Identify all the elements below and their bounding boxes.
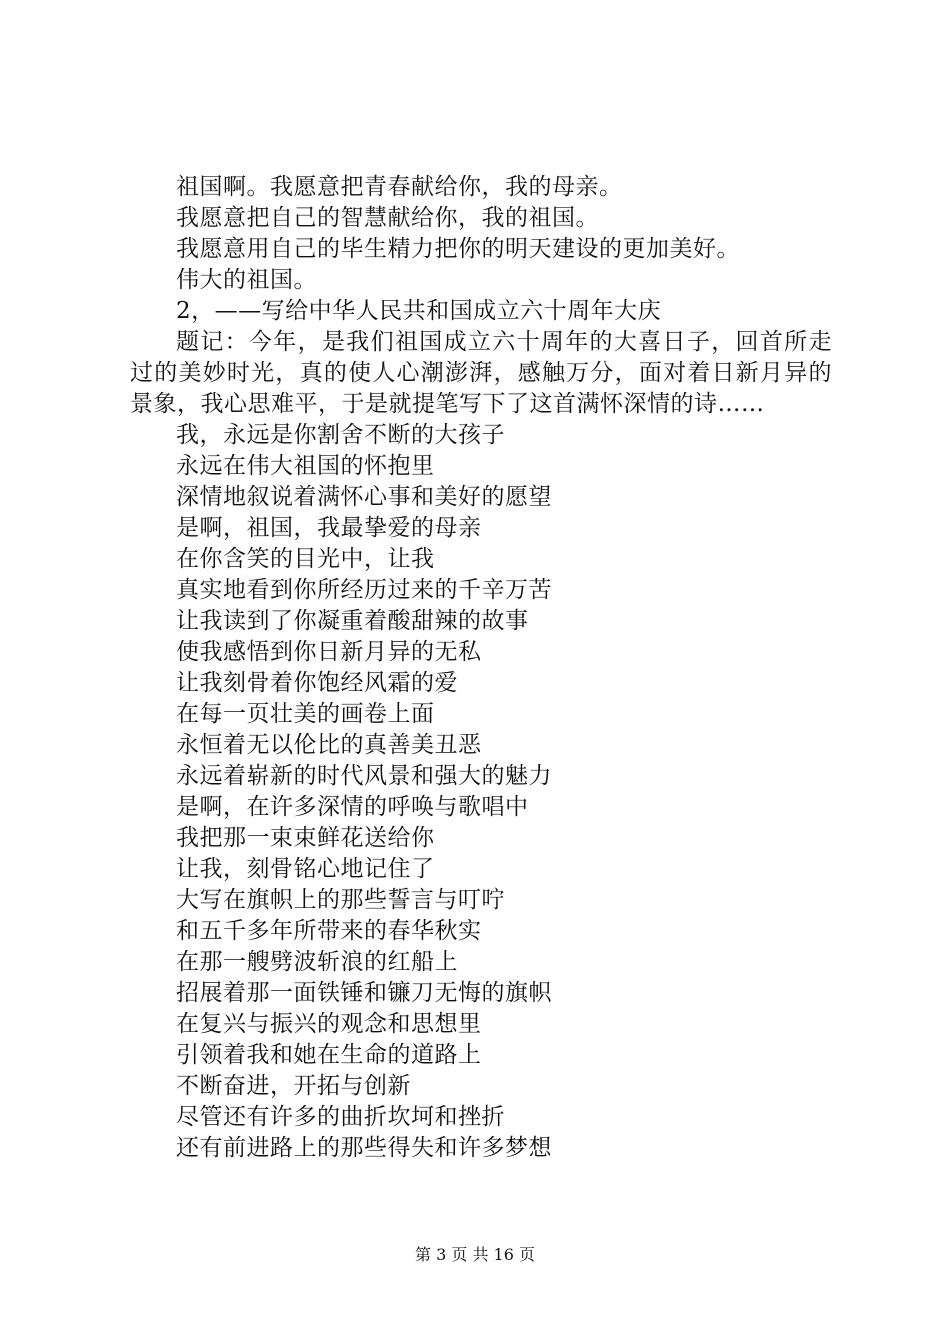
poem-line: 和五千多年所带来的春华秋实 [176, 918, 482, 944]
poem-line: 是啊，在许多深情的呼唤与歌唱中 [176, 794, 529, 820]
section-heading: 2，——写给中华人民共和国成立六十周年大庆 [176, 298, 662, 324]
poem-line: 我把那一束束鲜花送给你 [176, 825, 435, 851]
poem-line: 引领着我和她在生命的道路上 [176, 1042, 482, 1068]
poem-line: 让我刻骨着你饱经风霜的爱 [176, 670, 458, 696]
poem [130, 420, 832, 1164]
text-line: 祖国啊。我愿意把青春献给你，我的母亲。 [176, 174, 623, 200]
poem-line: 永远在伟大祖国的怀抱里 [176, 453, 435, 479]
poem-line: 深情地叙说着满怀心事和美好的愿望 [176, 484, 552, 510]
text-line: 我愿意把自己的智慧献给你，我的祖国。 [176, 205, 599, 231]
poem-line: 使我感悟到你日新月异的无私 [176, 639, 482, 665]
poem-line: 招展着那一面铁锤和镰刀无悔的旗帜 [176, 980, 552, 1006]
poem-line: 大写在旗帜上的那些誓言与叮咛 [176, 887, 505, 913]
poem-line: 是啊，祖国，我最挚爱的母亲 [176, 515, 482, 541]
poem-line: 让我读到了你凝重着酸甜辣的故事 [176, 608, 529, 634]
preface-paragraph: 题记：今年，是我们祖国成立六十周年的大喜日子，回首所走过的美妙时光，真的使人心潮澎湃，感触万分，面对着日新月异的景象，我心思难平，于是就提笔写下了这首满怀深情的诗…… [130, 329, 832, 417]
document-body [130, 172, 832, 1164]
poem-line: 在每一页壮美的画卷上面 [176, 701, 435, 727]
poem-line: 真实地看到你所经历过来的千辛万苦 [176, 577, 552, 603]
page-footer: 第 3 页 共 16 页 [415, 1245, 535, 1264]
poem-line: 在那一艘劈波斩浪的红船上 [176, 949, 458, 975]
poem-line: 让我，刻骨铭心地记住了 [176, 856, 435, 882]
poem-line: 尽管还有许多的曲折坎坷和挫折 [176, 1104, 505, 1130]
text-line: 伟大的祖国。 [176, 267, 317, 293]
poem-line: 永远着崭新的时代风景和强大的魅力 [176, 763, 552, 789]
poem-line: 我，永远是你割舍不断的大孩子 [176, 422, 505, 448]
poem-line: 不断奋进，开拓与创新 [176, 1073, 411, 1099]
poem-line: 永恒着无以伦比的真善美丑恶 [176, 732, 482, 758]
poem-line: 在复兴与振兴的观念和思想里 [176, 1011, 482, 1037]
poem-line: 在你含笑的目光中，让我 [176, 546, 435, 572]
text-line: 我愿意用自己的毕生精力把你的明天建设的更加美好。 [176, 236, 740, 262]
poem-line: 还有前进路上的那些得失和许多梦想 [176, 1135, 552, 1161]
